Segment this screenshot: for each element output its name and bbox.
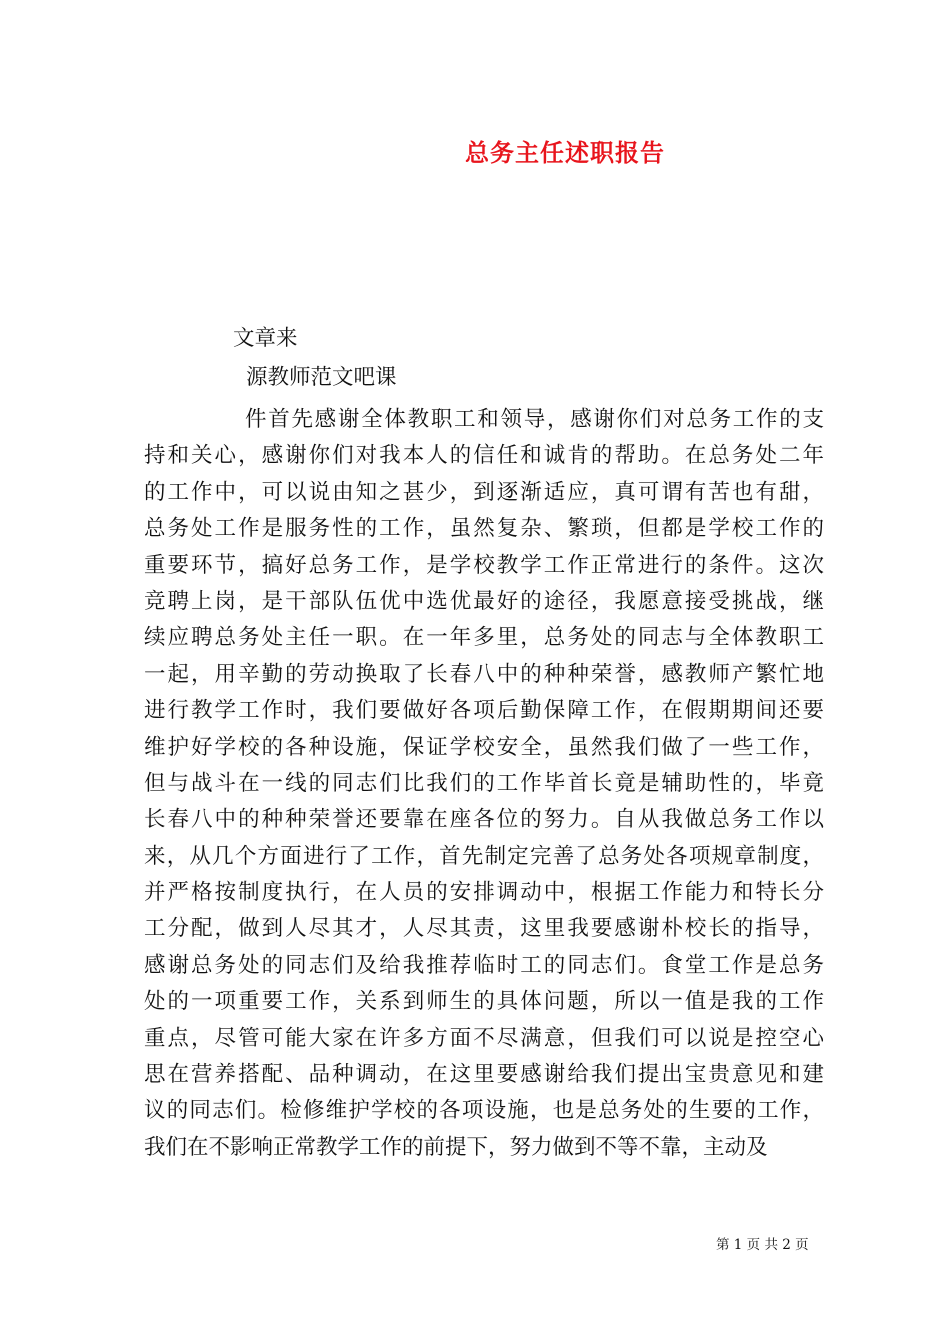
- source-line-1: 文章来: [233, 326, 298, 351]
- source-line-2: 源教师范文吧课: [246, 365, 397, 390]
- body-line: 一起，用辛勤的劳动换取了长春八中的种种荣誉，感教师产繁忙地: [144, 661, 824, 687]
- body-line: 处的一项重要工作，关系到师生的具体问题，所以一值是我的工作: [144, 989, 824, 1015]
- body-line: 件首先感谢全体教职工和领导，感谢你们对总务工作的支: [245, 407, 824, 432]
- document-title: 总务主任述职报告: [465, 138, 665, 167]
- body-line: 我们在不影响正常教学工作的前提下，努力做到不等不靠，主动及: [144, 1134, 768, 1160]
- body-line: 持和关心，感谢你们对我本人的信任和诚肯的帮助。在总务处二年: [144, 443, 824, 469]
- body-text: [144, 402, 824, 1166]
- body-line: 但与战斗在一线的同志们比我们的工作毕首长竟是辅助性的，毕竟: [144, 770, 824, 796]
- body-line: 感谢总务处的同志们及给我推荐临时工的同志们。食堂工作是总务: [144, 952, 824, 978]
- body-line: 维护好学校的各种设施，保证学校安全，虽然我们做了一些工作，: [144, 734, 824, 760]
- body-line: 来，从几个方面进行了工作，首先制定完善了总务处各项规章制度，: [144, 843, 824, 869]
- body-line: 并严格按制度执行，在人员的安排调动中，根据工作能力和特长分: [144, 880, 824, 906]
- body-line: 思在营养搭配、品种调动，在这里要感谢给我们提出宝贵意见和建: [144, 1062, 824, 1088]
- body-line: 竞聘上岗，是干部队伍优中选优最好的途径，我愿意接受挑战，继: [144, 588, 824, 614]
- page-number-footer: 第 1 页 共 2 页: [716, 1237, 809, 1253]
- body-line: 议的同志们。检修维护学校的各项设施，也是总务处的生要的工作，: [144, 1098, 824, 1124]
- body-line: 工分配，做到人尽其才，人尽其责，这里我要感谢朴校长的指导，: [144, 916, 824, 942]
- body-line: 续应聘总务处主任一职。在一年多里，总务处的同志与全体教职工: [144, 625, 824, 651]
- body-line: 重要环节，搞好总务工作，是学校教学工作正常进行的条件。这次: [144, 552, 824, 578]
- body-line: 总务处工作是服务性的工作，虽然复杂、繁琐，但都是学校工作的: [144, 516, 824, 542]
- body-line: 重点，尽管可能大家在许多方面不尽满意，但我们可以说是控空心: [144, 1025, 824, 1051]
- body-line: 进行教学工作时，我们要做好各项后勤保障工作，在假期期间还要: [144, 698, 824, 724]
- body-line: 的工作中，可以说由知之甚少，到逐渐适应，真可谓有苦也有甜，: [144, 479, 824, 505]
- body-line: 长春八中的种种荣誉还要靠在座各位的努力。自从我做总务工作以: [144, 807, 824, 833]
